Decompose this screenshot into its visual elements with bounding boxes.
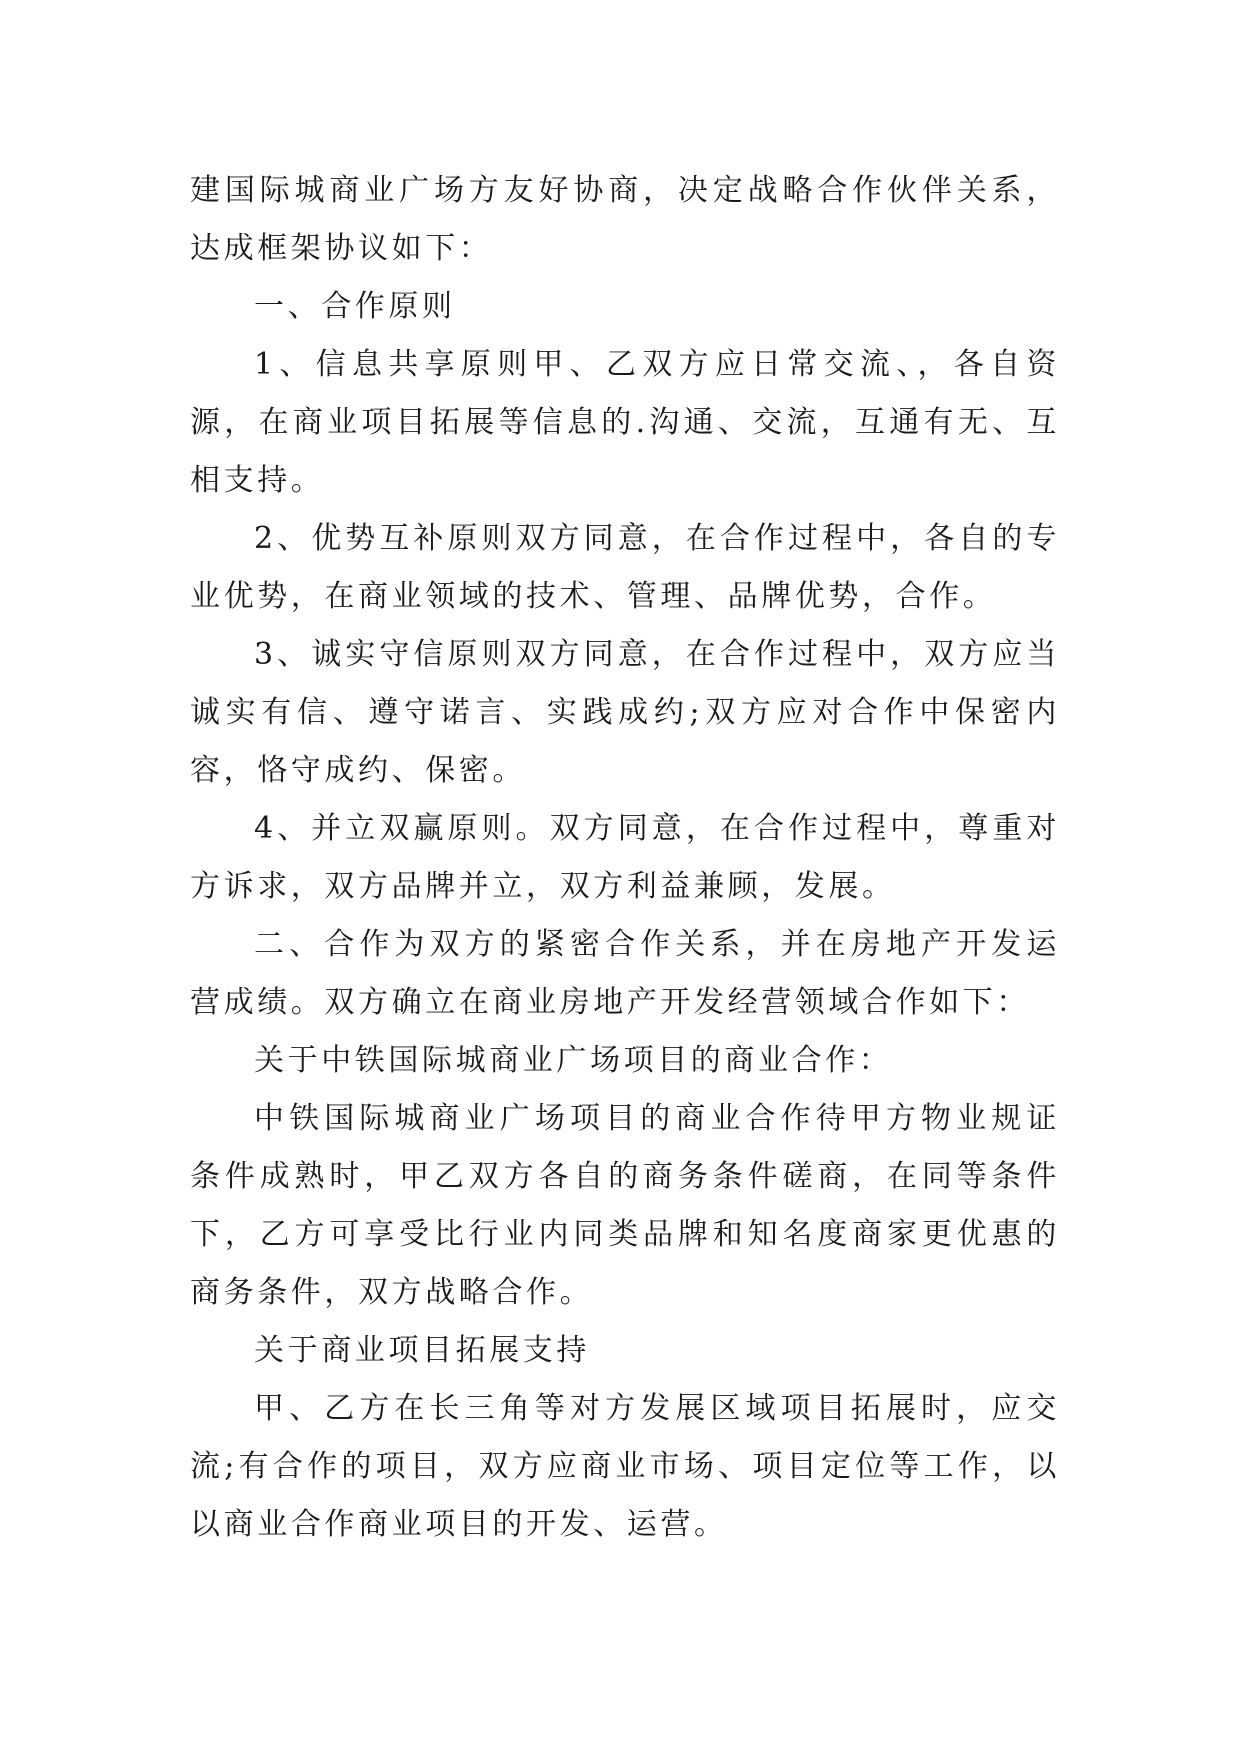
paragraph-plaza-project: 中铁国际城商业广场项目的商业合作待甲方物业规证条件成熟时，甲乙双方各自的商务条件磋商，在同等条件下，乙方可享受比行业内同类品牌和知名度商家更优惠的商务条件，双方战略合作。: [190, 1101, 1060, 1310]
subheading-plaza-project: 关于中铁国际城商业广场项目的商业合作：: [254, 1043, 893, 1078]
subheading-project-expansion: 关于商业项目拓展支持: [254, 1333, 590, 1368]
paragraph-principle-info-sharing: 1、信息共享原则甲、乙双方应日常交流、，各自资源，在商业项目拓展等信息的.沟通、交流，互通有无、互相支持。: [190, 347, 1060, 498]
paragraph-intro-continuation: 建国际城商业广场方友好协商，决定战略合作伙伴关系，达成框架协议如下：: [190, 173, 1060, 266]
paragraph-principle-win-win: 4、并立双赢原则。双方同意，在合作过程中，尊重对方诉求，双方品牌并立，双方利益兼顾，发展。: [190, 811, 1060, 904]
section-heading-cooperation-principles: 一、合作原则: [254, 289, 456, 324]
paragraph-principle-integrity: 3、诚实守信原则双方同意，在合作过程中，双方应当诚实有信、遵守诺言、实践成约;双方应对合作中保密内容，恪守成约、保密。: [190, 637, 1060, 788]
section-heading-cooperation-scope: 二、合作为双方的紧密合作关系，并在房地产开发运营成绩。双方确立在商业房地产开发经营领域合作如下：: [190, 927, 1060, 1020]
paragraph-project-expansion: 甲、乙方在长三角等对方发展区域项目拓展时，应交流;有合作的项目，双方应商业市场、项目定位等工作，以以商业合作商业项目的开发、运营。: [190, 1391, 1060, 1542]
document-body: [190, 162, 1060, 1554]
paragraph-principle-complementary: 2、优势互补原则双方同意，在合作过程中，各自的专业优势，在商业领域的技术、管理、品牌优势，合作。: [190, 521, 1060, 614]
